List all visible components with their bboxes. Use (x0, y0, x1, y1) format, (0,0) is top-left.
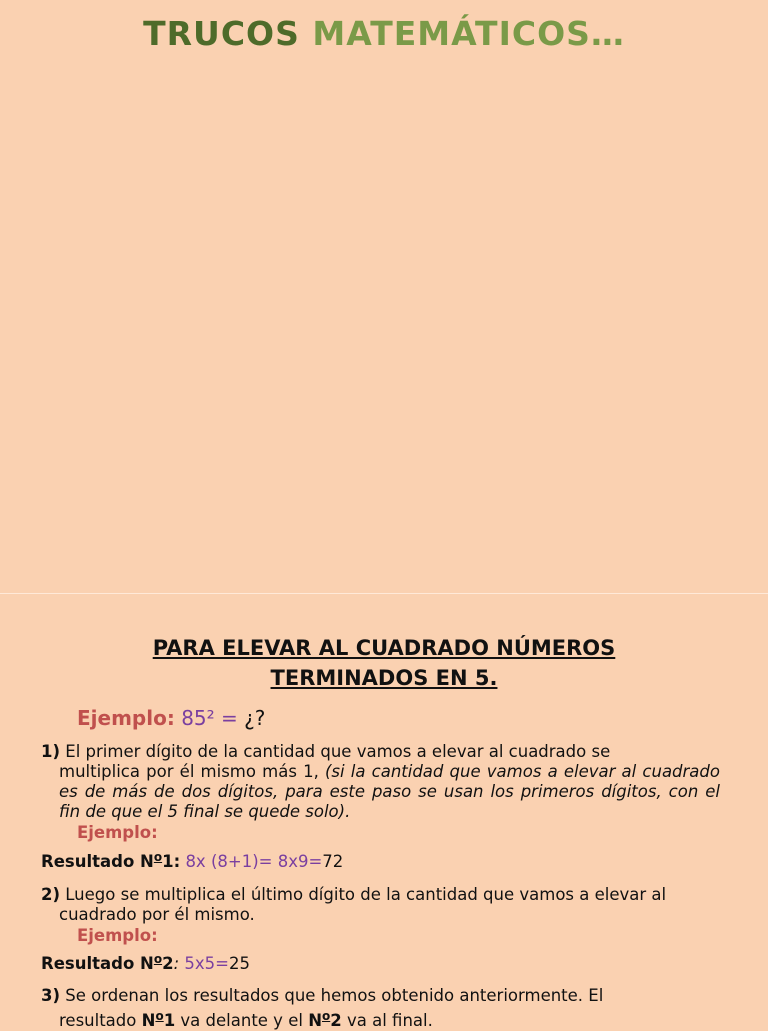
step-3-text-b2: va delante y el (180, 1011, 303, 1030)
result-1-sup: o (153, 850, 163, 864)
step-1-italic-note: (si la cantidad que vamos a elevar al cuadrado es de más de dos dígitos, para este paso se usan los primeros dígitos, con el fin de que el 5 final se quede solo). (59, 762, 720, 821)
result-1 (41, 850, 343, 871)
result-1-expression: 8x (8+1)= 8x9= (185, 852, 323, 871)
step-3-num1: 1 (163, 1011, 176, 1030)
step-1-example-label: Ejemplo: (77, 823, 158, 842)
title-word-2: MATEMÁTICOS… (312, 14, 625, 53)
step-3-sup1: o (155, 1009, 164, 1023)
step-2-text-b: cuadrado por él mismo. (59, 905, 255, 924)
step-3-number: 3) (41, 986, 61, 1005)
step-1-text-a: El primer dígito de la cantidad que vamos a elevar al cuadrado se (65, 742, 611, 761)
step-3-n2: N (308, 1011, 322, 1030)
section-heading (0, 633, 768, 693)
result-1-label: Resultado N (41, 852, 154, 871)
heading-line-2: TERMINADOS EN 5. (270, 666, 498, 690)
step-3-n1: N (141, 1011, 156, 1030)
step-3 (41, 986, 720, 1031)
title-word-1: TRUCOS (143, 14, 300, 53)
result-2-num: 2 (162, 954, 174, 973)
step-1 (41, 742, 720, 822)
result-1-value: 72 (322, 852, 344, 871)
step-1-text-b: multiplica por él mismo más 1, (59, 762, 319, 781)
slide-title (0, 14, 768, 53)
step-2-example-label: Ejemplo: (77, 926, 158, 945)
result-2-label: Resultado N (41, 954, 154, 973)
result-2-colon: : (173, 954, 180, 973)
step-2-number: 2) (41, 885, 61, 904)
example-question: ¿? (244, 706, 266, 730)
example-label: Ejemplo: (77, 706, 175, 730)
step-3-text-a: Se ordenan los resultados que hemos obtenido anteriormente. El (65, 986, 604, 1005)
example-expression: 85² = (181, 706, 238, 730)
step-2-text-a: Luego se multiplica el último dígito de la cantidad que vamos a elevar al (65, 885, 667, 904)
step-2 (41, 885, 720, 925)
heading-line-1: PARA ELEVAR AL CUADRADO NÚMEROS (152, 636, 616, 660)
step-1-continuation (41, 762, 720, 822)
result-2 (41, 952, 250, 973)
step-1-number: 1) (41, 742, 61, 761)
step-3-continuation (41, 1006, 720, 1031)
step-3-text-b1: resultado (59, 1011, 137, 1030)
page-divider (0, 593, 768, 594)
result-2-value: 25 (228, 954, 250, 973)
example-line (77, 706, 265, 730)
step-3-text-b3: va al final. (346, 1011, 433, 1030)
step-3-sup2: o (322, 1009, 331, 1023)
result-2-sup: o (153, 952, 163, 966)
result-2-expression: 5x5= (184, 954, 229, 973)
step-3-num2: 2 (330, 1011, 342, 1030)
result-1-num: 1: (162, 852, 181, 871)
